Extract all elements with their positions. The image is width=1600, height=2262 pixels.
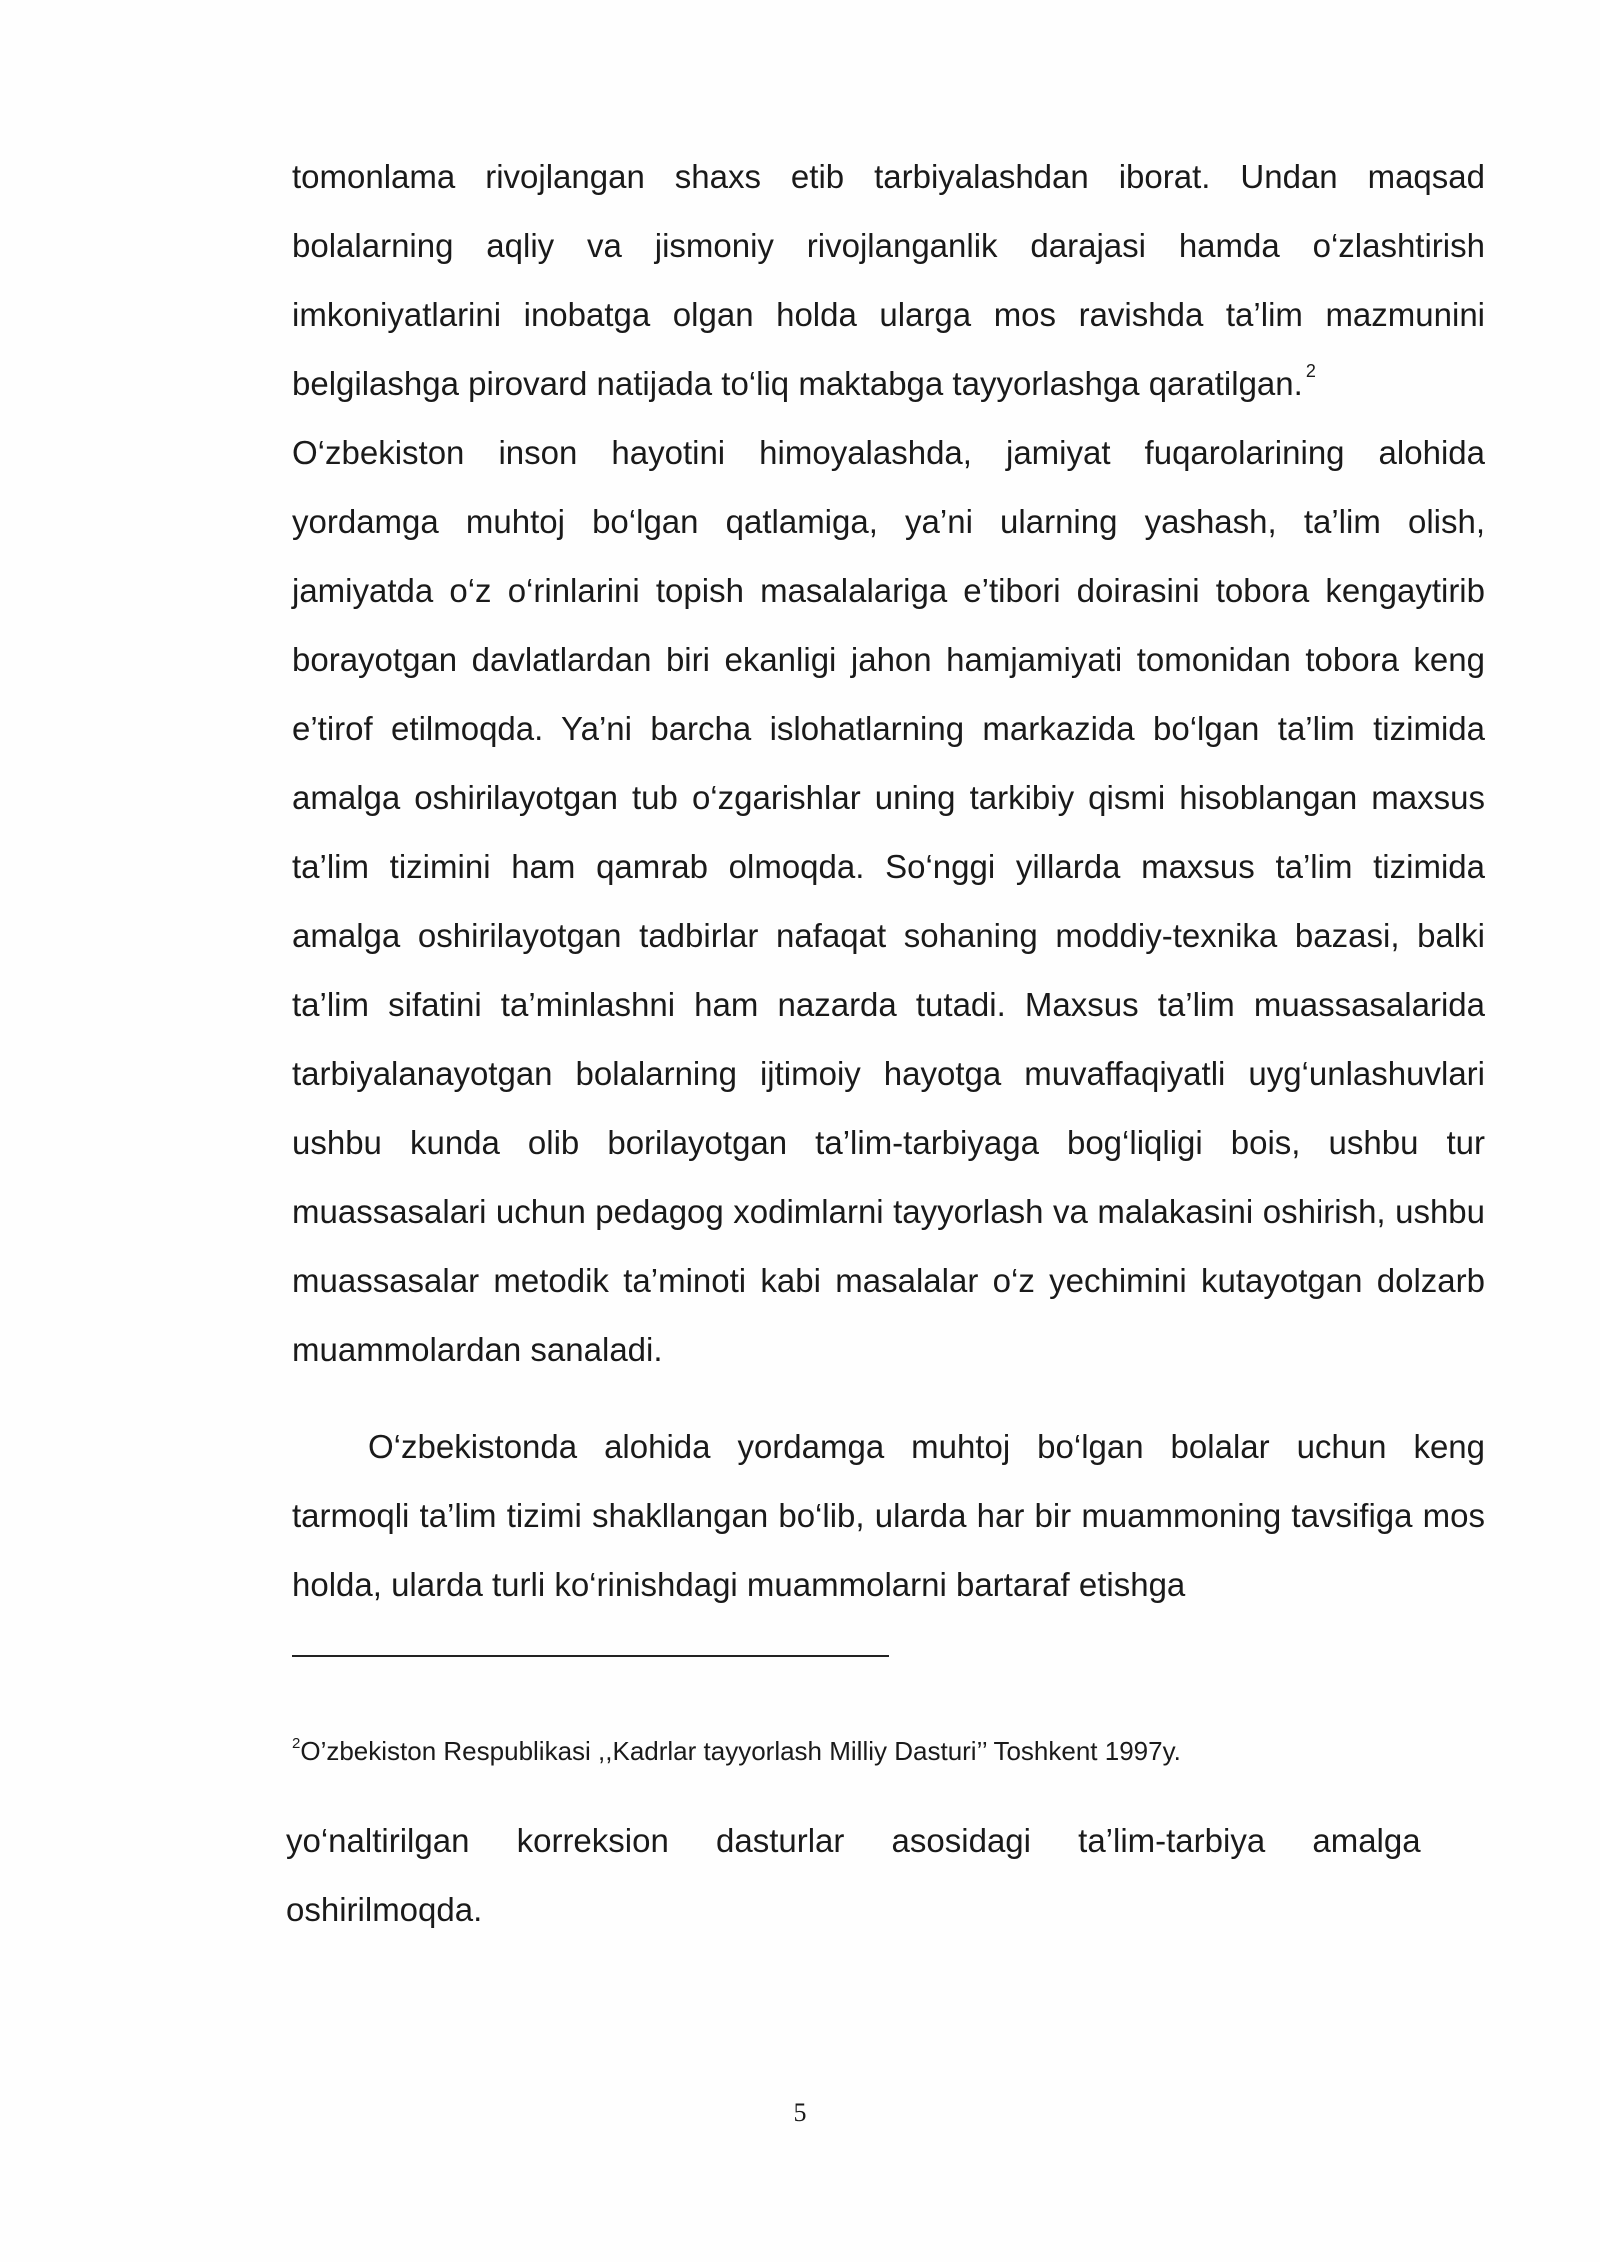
paragraph-3 xyxy=(286,1806,1485,1944)
footnote-reference[interactable]: 2 xyxy=(1305,361,1316,381)
paragraph-2-text: O‘zbekistonda alohida yordamga muhtoj bo‘lgan bolalar uchun keng tarmoqli ta’lim tizimi shakllangan bo‘lib, ularda har bir muammoning tavsifiga mos holda, ularda turli ko‘rinishdagi muammolarni bartaraf etishga xyxy=(292,1428,1485,1603)
footnote-text: O’zbekiston Respublikasi ,,Kadrlar tayyorlash Milliy Dasturi’’ Toshkent 1997y. xyxy=(300,1736,1181,1766)
paragraph-1-continuation: O‘zbekiston inson hayotini himoyalashda, jamiyat fuqarolarining alohida yordamga muhtoj bo‘lgan qatlamiga, ya’ni ularning yashash, ta’lim olish, jamiyatda o‘z o‘rinlarini topish masalalariga e’tibori doirasini tobora kengaytirib borayotgan davlatlardan biri ekanligi jahon hamjamiyati tomonidan tobora keng e’tirof etilmoqda. Ya’ni barcha islohatlarning markazida bo‘lgan ta’lim tizimida amalga oshirilayotgan tub o‘zgarishlar uning tarkibiy qismi hisoblangan maxsus ta’lim tizimini ham qamrab olmoqda. So‘nggi yillarda maxsus ta’lim tizimida amalga oshirilayotgan tadbirlar nafaqat sohaning moddiy-texnika bazasi, balki ta’lim sifatini ta’minlashni ham nazarda tutadi. Maxsus ta’lim muassasalarida tarbiyalanayotgan bolalarning ijtimoiy hayotga muvaffaqiyatli uyg‘unlashuvlari ushbu kunda olib borilayotgan ta’lim-tarbiyaga bog‘liqligi bois, ushbu tur muassasalari uchun pedagog xodimlarni tayyorlash va malakasini oshirish, ushbu muassasalar metodik ta’minoti kabi masalalar o‘z yechimini kutayotgan dolzarb muammolardan sanaladi. xyxy=(292,434,1485,1368)
page-number: 5 xyxy=(793,2098,807,2127)
footnote-separator xyxy=(292,1655,889,1657)
footnote xyxy=(292,1734,1181,1768)
paragraph-3-line-1: yo‘naltirilgan korreksion dasturlar asosidagi ta’lim-tarbiya amalga xyxy=(286,1822,1421,1859)
paragraph-1 xyxy=(292,142,1485,1384)
paragraph-1-text: tomonlama rivojlangan shaxs etib tarbiyalashdan iborat. Undan maqsad bolalarning aqliy va jismoniy rivojlanganlik darajasi hamda o‘zlashtirish imkoniyatlarini inobatga olgan holda ularga mos ravishda ta’lim mazmunini belgilashga pirovard natijada to‘liq maktabga tayyorlashga qaratilgan. xyxy=(292,158,1485,402)
paragraph-3-line-2: oshirilmoqda. xyxy=(286,1891,483,1928)
paragraph-2 xyxy=(292,1412,1485,1619)
footnote-number: 2 xyxy=(292,1735,301,1752)
